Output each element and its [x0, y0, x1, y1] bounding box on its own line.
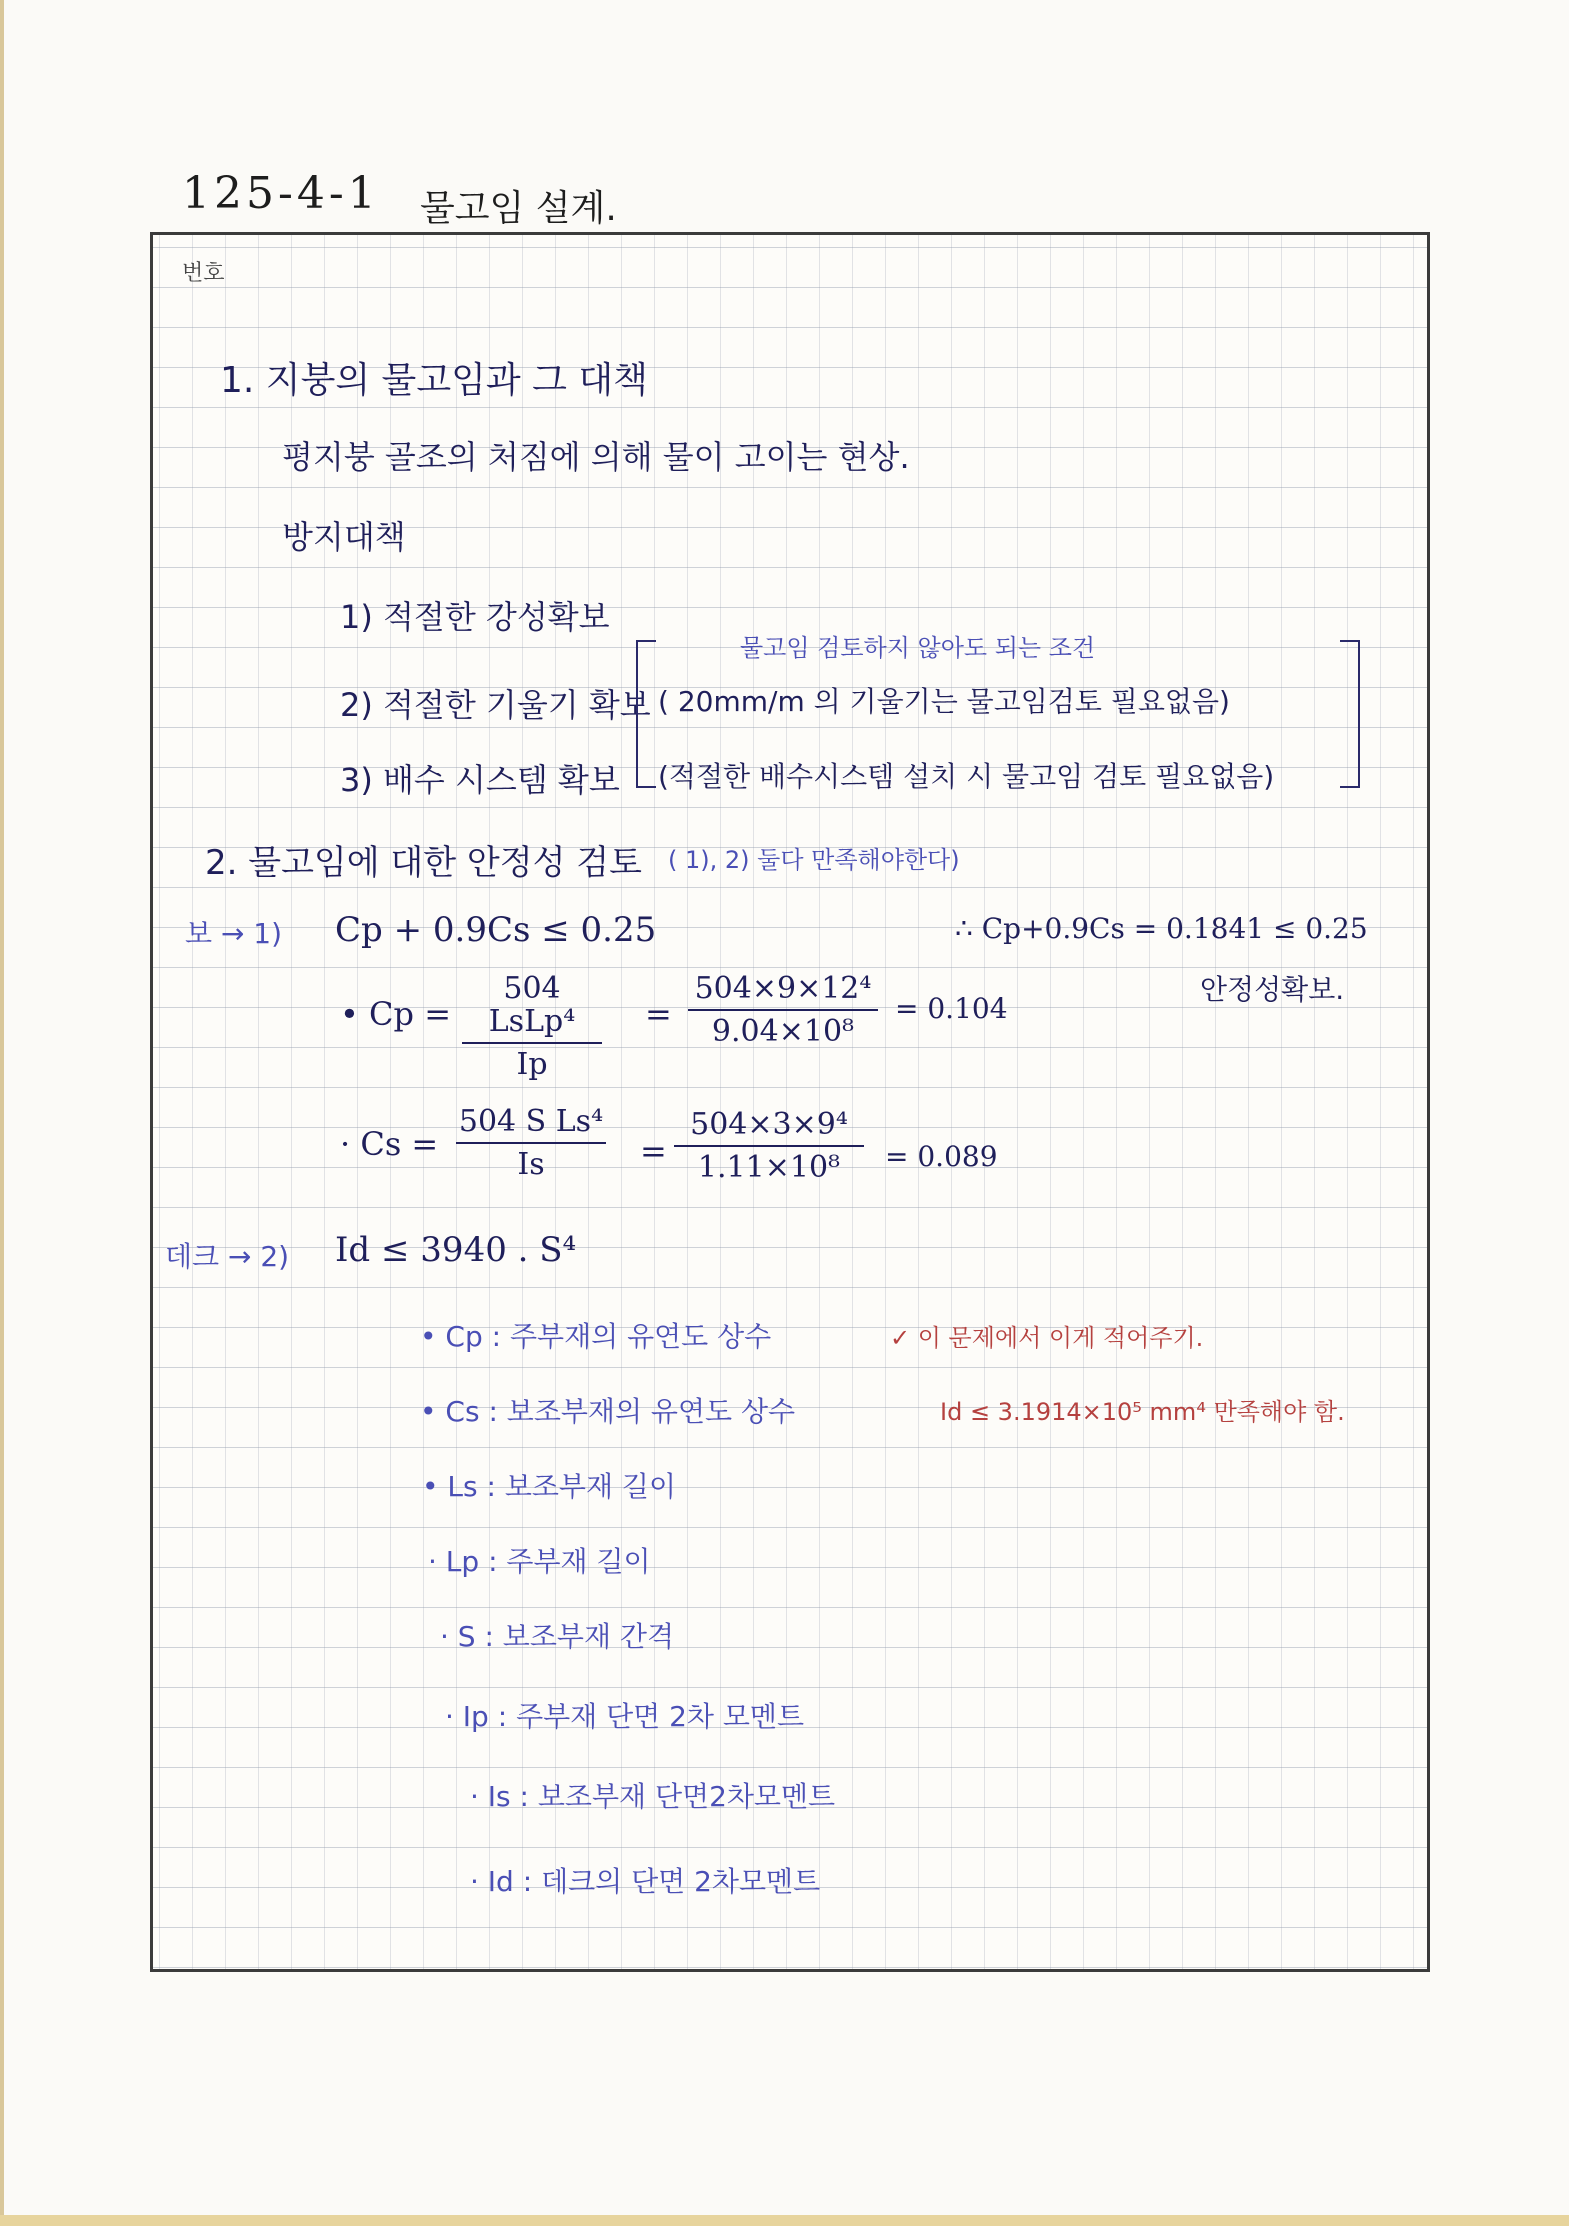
cs-equals: =	[640, 1132, 667, 1170]
check1-conclusion: 안정성확보.	[1200, 973, 1345, 1006]
number-field-label: 번호	[182, 261, 225, 286]
cp-sub-numerator: 504×9×12⁴	[694, 971, 872, 1006]
problem-number: 125-4-1	[182, 168, 380, 219]
cp-fraction	[462, 972, 602, 1081]
cs-sub-denominator: 1.11×10⁸	[697, 1150, 841, 1185]
cp-sub-denominator: 9.04×10⁸	[711, 1014, 855, 1049]
section2-heading: 2. 물고임에 대한 안정성 검토	[205, 843, 642, 883]
countermeasure-item-3: 3) 배수 시스템 확보	[340, 761, 620, 799]
note-right-bracket	[1340, 640, 1360, 788]
cs-lhs: · Cs =	[340, 1125, 439, 1163]
red-note-requirement: Id ≤ 3.1914×10⁵ mm⁴ 만족해야 함.	[940, 1398, 1345, 1426]
cs-result: = 0.089	[885, 1140, 998, 1173]
check2-label: 데크 → 2)	[165, 1240, 290, 1273]
cp-denominator: Ip	[516, 1047, 548, 1082]
definition-cp: • Cp : 주부재의 유연도 상수	[420, 1320, 772, 1353]
section2-heading-note: ( 1), 2) 둘다 만족해야한다)	[668, 846, 960, 874]
definition-lp: · Lp : 주부재 길이	[428, 1545, 651, 1578]
section1-heading: 1. 지붕의 물고임과 그 대책	[220, 360, 648, 401]
cs-sub-bar	[674, 1145, 864, 1147]
notebook-binding-edge	[0, 0, 4, 2226]
exemption-note-slope: ( 20mm/m 의 기울기는 물고임검토 필요없음)	[658, 685, 1230, 718]
red-note-instruction: ✓ 이 문제에서 이게 적어주기.	[890, 1324, 1204, 1352]
desk-edge-strip	[0, 2215, 1569, 2226]
note-left-bracket	[636, 640, 656, 788]
countermeasure-item-1: 1) 적절한 강성확보	[340, 598, 610, 636]
check1-result: ∴ Cp+0.9Cs = 0.1841 ≤ 0.25	[955, 912, 1368, 945]
definition-s: · S : 보조부재 간격	[440, 1620, 674, 1653]
definition-id: · Id : 데크의 단면 2차모멘트	[470, 1865, 821, 1898]
cs-substitution	[674, 1108, 864, 1184]
cs-fraction-bar	[456, 1142, 606, 1144]
cp-lhs: • Cp =	[340, 995, 451, 1033]
cp-sub-bar	[688, 1009, 878, 1011]
definition-is: · Is : 보조부재 단면2차모멘트	[470, 1780, 836, 1813]
exemption-note-drainage: (적절한 배수시스템 설치 시 물고임 검토 필요없음)	[658, 760, 1275, 793]
cp-substitution	[688, 972, 878, 1048]
cs-denominator: Is	[517, 1147, 545, 1182]
cs-numerator: 504 S Ls⁴	[458, 1104, 604, 1139]
section1-bullet-phenomenon: 평지붕 골조의 처짐에 의해 물이 고이는 현상.	[282, 438, 910, 476]
check1-label: 보 → 1)	[185, 917, 283, 950]
cs-fraction	[456, 1105, 606, 1181]
cp-equals: =	[645, 995, 672, 1033]
cp-fraction-bar	[462, 1042, 602, 1044]
cs-sub-numerator: 504×3×9⁴	[690, 1107, 848, 1142]
definition-ls: • Ls : 보조부재 길이	[422, 1470, 677, 1503]
cp-numerator: 504 LsLp⁴	[488, 971, 576, 1039]
problem-title: 물고임 설계.	[420, 188, 617, 229]
cp-result: = 0.104	[895, 992, 1008, 1025]
section1-bullet-countermeasures: 방지대책	[282, 518, 406, 556]
countermeasure-item-2: 2) 적절한 기울기 확보	[340, 686, 651, 724]
definition-ip: · Ip : 주부재 단면 2차 모멘트	[445, 1700, 805, 1733]
check1-expression: Cp + 0.9Cs ≤ 0.25	[335, 910, 657, 950]
check2-expression: Id ≤ 3940 . S⁴	[335, 1230, 577, 1270]
definition-cs: • Cs : 보조부재의 유연도 상수	[420, 1395, 796, 1428]
exemption-note-title: 물고임 검토하지 않아도 되는 조건	[740, 634, 1096, 662]
